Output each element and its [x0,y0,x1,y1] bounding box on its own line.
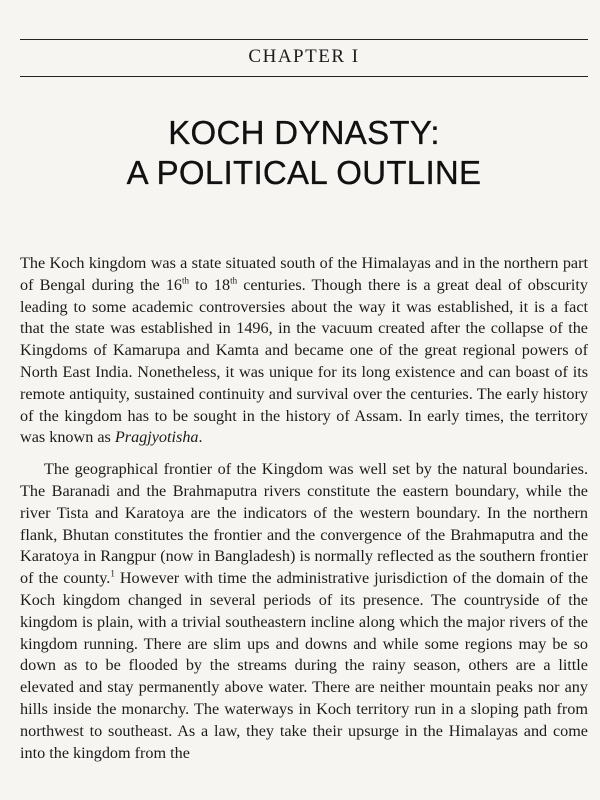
italic-term: Pragjyotisha [114,428,199,447]
paragraph-2-text-b: However with time the administrative jurisdiction of the domain of the Koch kingdom changed in several periods of its presence. The countryside of the kingdom is plain, with a trivial southeastern incline along which the major rivers of the kingdom running. There are slim ups and downs and while some regions may be so down as to be flooded by the streams during the rainy season, others are a little elevated and stay permanently above water. There are neither mountain peaks nor any hills inside the monarchy. The waterways in Koch territory run in a sloping path from northwest to southeast. As a law, they take their upsurge in the Himalayas and come into the kingdom from the [20,569,589,762]
paragraph-1-text-a: The Koch kingdom was a state situated south of the Himalayas and in the northern part of Bengal during the 16 [20,254,588,294]
paragraph-1-text-c: centuries. Though there is a great deal of obscurity leading to some academic controversies about the way it was established, it is a fact that the state was established in 1496, in the vacuum created after the collapse of the Kingdoms of Kamarupa and Kamta and became one of the great regional powers of North East India. Nonetheless, it was unique for its long existence and can boast of its remote antiquity, sustained continuity and survival over the centuries. The early history of the kingdom has to be sought in the history of Assam. In early times, the territory was known as [20,275,589,447]
paragraph-1 [20,253,588,449]
chapter-title-line-1: KOCH DYNASTY: [168,114,440,151]
ordinal-superscript: th [230,275,238,286]
ordinal-superscript: th [182,275,190,286]
paragraph-2 [20,459,588,764]
paragraph-1-text-b: to 18 [189,275,231,294]
header-bottom-rule [20,76,588,77]
chapter-title-line-2: A POLITICAL OUTLINE [126,154,482,191]
paragraph-1-end: . [198,428,203,447]
chapter-title [20,113,588,193]
paragraph-2-text-a: The geographical frontier of the Kingdom was well set by the natural boundaries. The Baranadi and the Brahmaputra rivers constitute the eastern boundary, while the river Tista and Karatoya are the indicators of the western boundary. In the northern flank, Bhutan constitutes the frontier and the convergence of the Brahmaputra and the Karatoya in Rangpur (now in Bangladesh) is normally reflected as the southern frontier of the county. [20,460,588,588]
chapter-label: CHAPTER I [248,46,360,67]
body-text [20,253,588,774]
footnote-marker: 1 [110,568,115,579]
header-top-rule [20,39,588,40]
